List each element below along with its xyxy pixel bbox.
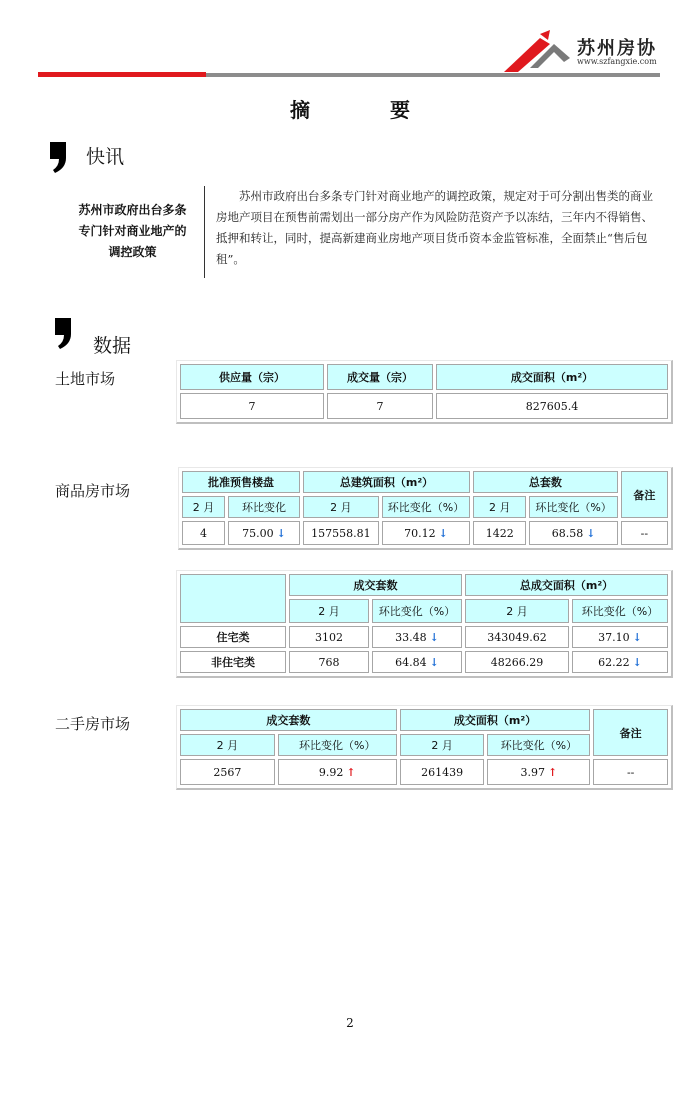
cell-remark: -- [593, 759, 668, 785]
page-number: 2 [346, 1016, 354, 1030]
arrow-up-icon: ↑ [548, 765, 558, 779]
arrow-down-icon: ↓ [429, 655, 439, 669]
arrow-down-icon: ↓ [429, 630, 439, 644]
sub-header: 2 月 [465, 599, 569, 623]
sub-header: 2 月 [400, 734, 485, 756]
cell-trend: 9.92 ↑ [278, 759, 397, 785]
secondhand-group-units: 成交套数 [180, 709, 397, 731]
cell-value: 2567 [180, 759, 275, 785]
header-rule-gray [206, 73, 660, 77]
land-market-table [176, 360, 673, 424]
sub-header: 2 月 [473, 496, 526, 518]
table-row [182, 521, 668, 545]
commercial-group-presale: 批准预售楼盘 [182, 471, 300, 493]
table-row [180, 759, 668, 785]
news-section-title: 快讯 [86, 146, 125, 168]
org-name: 苏州房协 [577, 38, 657, 59]
sub-header: 环比变化（%） [372, 599, 462, 623]
transaction-group-area: 总成交面积（m²） [465, 574, 668, 596]
land-header-area: 成交面积（m²） [436, 364, 668, 390]
commercial-group-units: 总套数 [473, 471, 618, 493]
secondhand-market-label: 二手房市场 [55, 715, 131, 733]
secondhand-market-table [176, 705, 673, 790]
secondhand-group-area: 成交面积（m²） [400, 709, 591, 731]
cell-trend: 70.12 ↓ [382, 521, 470, 545]
cell-value: 157558.81 [303, 521, 379, 545]
arrow-down-icon: ↓ [438, 526, 448, 540]
sub-header: 环比变化（%） [382, 496, 470, 518]
arrow-down-icon: ↓ [632, 655, 642, 669]
table-row [180, 651, 668, 673]
row-label: 非住宅类 [180, 651, 286, 673]
sub-header: 环比变化（%） [572, 599, 668, 623]
sub-header: 2 月 [182, 496, 225, 518]
commercial-presale-table [178, 467, 673, 550]
cell-value: 261439 [400, 759, 485, 785]
land-area-value: 827605.4 [436, 393, 668, 419]
commercial-transaction-table [176, 570, 673, 678]
cell-value: 4 [182, 521, 225, 545]
arrow-up-icon: ↑ [346, 765, 356, 779]
row-label: 住宅类 [180, 626, 286, 648]
section-comma-icon [47, 140, 69, 174]
cell-trend: 75.00 ↓ [228, 521, 300, 545]
cell-value: 1422 [473, 521, 526, 545]
transaction-group-units: 成交套数 [289, 574, 462, 596]
commercial-group-floor-area: 总建筑面积（m²） [303, 471, 470, 493]
section-comma-icon [52, 316, 74, 350]
table-row [180, 626, 668, 648]
land-header-deals: 成交量（宗） [327, 364, 433, 390]
news-divider [204, 186, 205, 278]
commercial-group-remark: 备注 [621, 471, 668, 518]
land-market-label: 土地市场 [55, 370, 116, 388]
arrow-down-icon: ↓ [586, 526, 596, 540]
cell-trend: 62.22 ↓ [572, 651, 668, 673]
cell-value: 768 [289, 651, 369, 673]
header-rule-red [38, 72, 206, 77]
sub-header: 环比变化 [228, 496, 300, 518]
sub-header: 环比变化（%） [278, 734, 397, 756]
cell-value: 343049.62 [465, 626, 569, 648]
sub-header: 环比变化（%） [529, 496, 617, 518]
cell-value: 48266.29 [465, 651, 569, 673]
cell-trend: 3.97 ↑ [487, 759, 590, 785]
cell-trend: 68.58 ↓ [529, 521, 617, 545]
page-title: 摘 要 [290, 98, 410, 122]
sub-header: 环比变化（%） [487, 734, 590, 756]
sub-header: 2 月 [303, 496, 379, 518]
land-supply-value: 7 [180, 393, 324, 419]
land-deals-value: 7 [327, 393, 433, 419]
news-body: 苏州市政府出台多条专门针对商业地产的调控政策，规定对于可分割出售类的商业房地产项目在预售前需划出一部分房产作为风险防范资产予以冻结，三年内不得销售、抵押和转让，同时，提高新建商业房地产项目货币资本金监管标准，全面禁止“售后包租”。 [216, 189, 653, 266]
arrow-down-icon: ↓ [632, 630, 642, 644]
cell-trend: 33.48 ↓ [372, 626, 462, 648]
cell-remark: -- [621, 521, 668, 545]
cell-trend: 37.10 ↓ [572, 626, 668, 648]
land-header-supply: 供应量（宗） [180, 364, 324, 390]
arrow-down-icon: ↓ [276, 526, 286, 540]
data-section-title: 数据 [93, 335, 132, 357]
news-headline: 苏州市政府出台多条 专门针对商业地产的 调控政策 [78, 203, 187, 259]
corner-cell [180, 574, 286, 623]
cell-value: 3102 [289, 626, 369, 648]
cell-trend: 64.84 ↓ [372, 651, 462, 673]
commercial-market-label: 商品房市场 [55, 482, 131, 500]
sub-header: 2 月 [289, 599, 369, 623]
org-url: www.szfangxie.com [577, 57, 657, 66]
secondhand-group-remark: 备注 [593, 709, 668, 756]
sub-header: 2 月 [180, 734, 275, 756]
